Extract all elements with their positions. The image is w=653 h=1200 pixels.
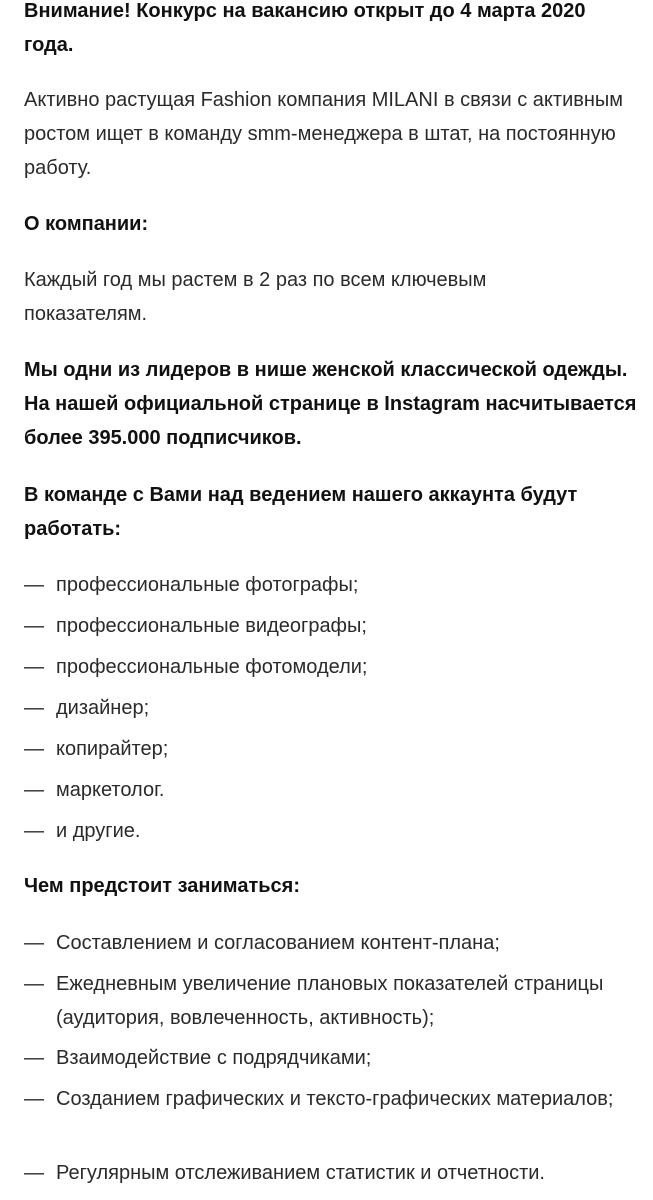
list-item [24, 606, 634, 647]
dash: — [24, 973, 44, 995]
notice-text: Внимание! Конкурс на вакансию открыт до 4 марта 2020 года. [24, 0, 586, 56]
intro-paragraph: Активно растущая Fashion компания MILANI в связи с активным ростом ищет в команду smm-менеджера в штат, на постоянную работу. [24, 89, 624, 179]
list-item-text: копирайтер; [56, 738, 169, 760]
list-item-text: Составлением и согласованием контент-плана; [56, 932, 500, 954]
list-item [24, 688, 634, 729]
dash: — [24, 656, 44, 678]
list-item [24, 647, 634, 688]
team-list [24, 565, 634, 852]
dash: — [24, 1162, 44, 1184]
list-item [24, 1041, 634, 1075]
list-item [24, 729, 634, 770]
list-item [24, 926, 634, 960]
list-item [24, 1156, 634, 1190]
list-item [24, 967, 634, 1035]
list-item-text: профессиональные видеографы; [56, 615, 367, 637]
list-item-text: профессиональные фотографы; [56, 574, 359, 596]
list-item [24, 1082, 634, 1116]
dash: — [24, 574, 44, 596]
leaders-paragraph: Мы одни из лидеров в нише женской классической одежды. На нашей официальной странице в Instagram насчитывается более 395.000 подписчиков. [24, 359, 637, 449]
dash: — [24, 779, 44, 801]
dash: — [24, 932, 44, 954]
list-item [24, 565, 634, 606]
duties-heading: Чем предстоит заниматься: [24, 875, 301, 897]
about-heading: О компании: [24, 213, 149, 235]
about-paragraph: Каждый год мы растем в 2 раз по всем ключевым показателям. [24, 269, 487, 325]
dash: — [24, 615, 44, 637]
list-item-text: маркетолог. [56, 779, 165, 801]
list-item-text: Регулярным отслеживанием статистик и отчетности. [56, 1162, 545, 1184]
dash: — [24, 738, 44, 760]
list-item-text: и другие. [56, 820, 141, 842]
list-item-text: дизайнер; [56, 697, 150, 719]
dash: — [24, 820, 44, 842]
list-item [24, 811, 634, 852]
list-item-text: Созданием графических и тексто-графических материалов; [56, 1088, 614, 1110]
dash: — [24, 1088, 44, 1110]
list-item-text: Ежедневным увеличение плановых показателей страницы (аудитория, вовлеченность, активность); [56, 973, 604, 1029]
team-heading: В команде с Вами над ведением нашего аккаунта будут работать: [24, 484, 578, 540]
list-item-text: Взаимодействие с подрядчиками; [56, 1047, 372, 1069]
dash: — [24, 697, 44, 719]
list-item-text: профессиональные фотомодели; [56, 656, 368, 678]
dash: — [24, 1047, 44, 1069]
list-item [24, 770, 634, 811]
